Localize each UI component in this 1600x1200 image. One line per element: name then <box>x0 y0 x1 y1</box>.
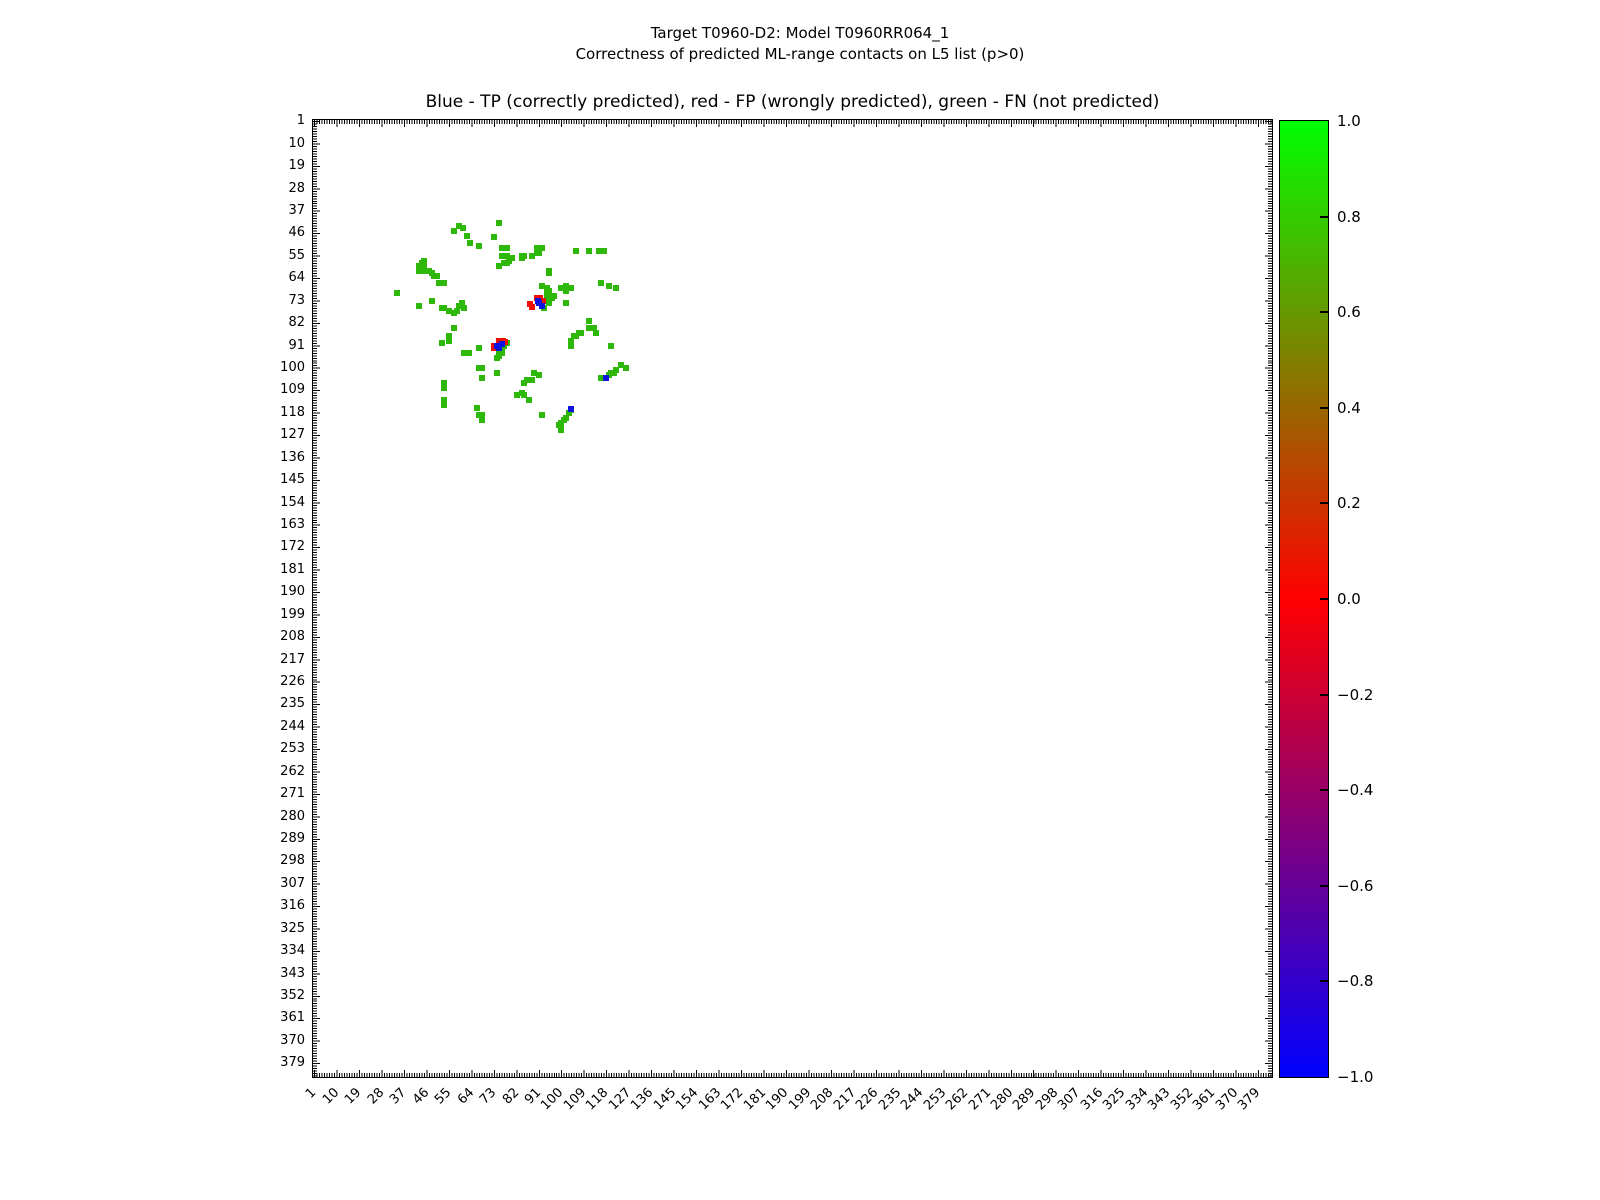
x-tick-label: 73 <box>477 1085 500 1108</box>
colorbar-tick <box>1320 885 1328 887</box>
y-tick-label: 343 <box>280 965 305 981</box>
data-point <box>446 338 452 344</box>
colorbar-tick-label: 0.2 <box>1337 494 1361 513</box>
x-tick-label: 199 <box>785 1085 815 1114</box>
data-point <box>494 370 500 376</box>
x-tick-label: 10 <box>319 1085 343 1108</box>
data-point <box>539 412 545 418</box>
colorbar-tick-label: 1.0 <box>1337 112 1361 130</box>
data-point <box>479 417 485 423</box>
figure-suptitle <box>0 23 1600 65</box>
y-tick-label: 28 <box>288 180 305 196</box>
x-tick-label: 235 <box>875 1085 904 1114</box>
x-tick-label: 37 <box>387 1085 410 1108</box>
x-tick-label: 1 <box>303 1085 320 1102</box>
data-point <box>429 298 435 304</box>
y-tick-label: 262 <box>280 763 305 779</box>
y-tick-label: 316 <box>280 898 305 914</box>
x-tick-label: 19 <box>342 1085 365 1108</box>
data-point <box>467 240 473 246</box>
y-tick-label: 361 <box>280 1010 305 1026</box>
x-tick-label: 136 <box>628 1085 657 1114</box>
y-tick-label: 235 <box>280 696 305 712</box>
y-tick-label: 334 <box>280 943 305 959</box>
y-tick-label: 325 <box>280 920 305 936</box>
colorbar-tick-label: −0.8 <box>1337 972 1374 991</box>
data-point <box>546 270 552 276</box>
data-point <box>521 380 527 386</box>
x-tick-label: 262 <box>943 1085 972 1114</box>
data-point <box>479 365 485 371</box>
x-tick-label: 82 <box>499 1085 522 1108</box>
suptitle-line-1: Target T0960-D2: Model T0960RR064_1 <box>650 24 950 42</box>
colorbar-tick <box>1320 311 1328 313</box>
x-tick-label: 217 <box>830 1085 859 1114</box>
x-axis-minor-ticks-bottom <box>313 1070 1272 1077</box>
x-tick-label: 334 <box>1123 1085 1152 1114</box>
data-point <box>504 245 510 251</box>
data-point <box>598 280 604 286</box>
x-tick-label: 118 <box>583 1085 612 1114</box>
y-tick-label: 379 <box>280 1055 305 1071</box>
data-point <box>491 234 497 240</box>
data-point <box>568 343 574 349</box>
x-tick-label: 163 <box>695 1085 725 1114</box>
axes-title: Blue - TP (correctly predicted), red - FP (wrongly predicted), green - FN (not predicted) <box>425 92 1160 112</box>
data-point <box>539 245 545 251</box>
y-tick-label: 127 <box>280 427 305 443</box>
y-tick-label: 190 <box>280 584 305 600</box>
colorbar-tick <box>1320 694 1328 696</box>
data-point <box>460 225 466 231</box>
data-point <box>479 375 485 381</box>
y-tick-label: 55 <box>288 247 305 263</box>
plot-area <box>312 119 1273 1078</box>
colorbar-tick <box>1320 216 1328 218</box>
data-point <box>529 304 535 310</box>
x-tick-label: 55 <box>432 1085 455 1108</box>
y-axis-minor-ticks-right <box>1265 120 1272 1077</box>
y-tick-label: 37 <box>288 202 305 218</box>
data-point <box>466 350 472 356</box>
x-tick-label: 316 <box>1078 1085 1107 1114</box>
y-tick-label: 10 <box>288 135 305 151</box>
data-point <box>451 325 457 331</box>
data-point <box>568 406 574 412</box>
colorbar-tick-label: −0.2 <box>1337 685 1374 704</box>
x-tick-label: 226 <box>853 1085 882 1114</box>
y-tick-label: 352 <box>280 988 305 1003</box>
colorbar-tick <box>1320 407 1328 409</box>
x-tick-label: 172 <box>718 1085 747 1114</box>
x-tick-label: 46 <box>409 1085 432 1108</box>
data-point <box>558 427 564 433</box>
colorbar-tick-label: 0.4 <box>1337 398 1361 417</box>
data-point <box>586 318 592 324</box>
y-tick-label: 100 <box>280 359 305 375</box>
data-point <box>496 220 502 226</box>
y-tick-label: 271 <box>280 786 305 802</box>
x-tick-label: 145 <box>650 1085 680 1114</box>
x-tick-label: 271 <box>965 1085 994 1114</box>
x-tick-label: 253 <box>920 1085 949 1114</box>
x-tick-label: 64 <box>454 1085 477 1108</box>
x-tick-label: 244 <box>898 1085 927 1114</box>
y-tick-label: 73 <box>288 292 305 308</box>
colorbar-tick <box>1320 598 1328 600</box>
x-tick-label: 208 <box>808 1085 837 1114</box>
colorbar-tick-label: −0.6 <box>1337 876 1374 895</box>
y-tick-label: 136 <box>280 449 305 465</box>
y-tick-label: 226 <box>280 673 305 689</box>
x-tick-label: 289 <box>1010 1085 1039 1114</box>
data-point <box>603 375 609 381</box>
y-tick-label: 199 <box>280 606 305 622</box>
data-point <box>601 248 607 254</box>
x-tick-label: 352 <box>1167 1085 1197 1114</box>
data-point <box>434 273 440 279</box>
y-tick-label: 163 <box>280 516 305 532</box>
x-tick-label: 181 <box>740 1085 770 1114</box>
data-point <box>439 340 445 346</box>
x-tick-label: 343 <box>1145 1085 1174 1114</box>
y-tick-label: 154 <box>280 494 305 510</box>
x-tick-label: 109 <box>561 1085 590 1114</box>
x-tick-label: 100 <box>538 1085 567 1114</box>
data-point <box>441 280 447 286</box>
data-point <box>606 283 612 289</box>
colorbar-tick-label: 0.8 <box>1337 207 1361 226</box>
y-tick-label: 82 <box>288 315 305 331</box>
y-tick-label: 1 <box>296 113 305 129</box>
data-point <box>526 397 532 403</box>
x-tick-label: 127 <box>606 1085 635 1114</box>
data-point <box>519 390 525 396</box>
data-point <box>623 365 629 371</box>
data-point <box>586 248 592 254</box>
colorbar-tick-label: −1.0 <box>1337 1068 1374 1086</box>
x-axis-minor-ticks-top <box>313 120 1272 127</box>
y-tick-label: 19 <box>288 158 305 174</box>
colorbar-tick <box>1320 502 1328 504</box>
y-tick-label: 91 <box>288 337 305 353</box>
y-tick-label: 370 <box>280 1032 305 1048</box>
data-point <box>441 385 447 391</box>
data-point <box>563 300 569 306</box>
y-tick-label: 145 <box>280 472 305 488</box>
data-point <box>496 263 502 269</box>
data-point <box>474 405 480 411</box>
data-point <box>441 402 447 408</box>
colorbar-tick-label: 0.0 <box>1337 590 1361 608</box>
y-tick-label: 109 <box>280 382 305 398</box>
data-point <box>464 233 470 239</box>
y-tick-label: 172 <box>280 539 305 555</box>
data-point <box>494 355 500 361</box>
y-tick-label: 280 <box>280 808 305 824</box>
data-point <box>416 303 422 309</box>
x-tick-label: 190 <box>763 1085 792 1114</box>
y-tick-label: 253 <box>280 741 305 757</box>
y-tick-label: 118 <box>280 404 305 420</box>
x-tick-label: 361 <box>1190 1085 1219 1114</box>
y-axis-minor-ticks-left <box>313 120 320 1077</box>
y-tick-label: 289 <box>280 830 305 846</box>
data-point <box>394 290 400 296</box>
x-tick-label: 154 <box>673 1085 702 1114</box>
colorbar-tick <box>1320 980 1328 982</box>
x-tick-label: 370 <box>1212 1085 1242 1114</box>
x-tick-label: 307 <box>1055 1085 1084 1114</box>
x-tick-label: 280 <box>988 1085 1017 1114</box>
x-tick-label: 325 <box>1100 1085 1129 1114</box>
data-point <box>461 305 467 311</box>
y-tick-label: 181 <box>280 561 305 577</box>
data-point <box>521 253 527 259</box>
data-point <box>578 330 584 336</box>
x-tick-label: 91 <box>521 1085 545 1108</box>
y-tick-label: 208 <box>280 629 305 645</box>
data-point <box>499 341 505 347</box>
y-tick-label: 217 <box>280 651 305 667</box>
data-point <box>529 377 535 383</box>
data-point <box>535 298 541 304</box>
x-tick-label: 379 <box>1235 1085 1264 1114</box>
x-tick-label: 28 <box>364 1085 387 1108</box>
data-point <box>593 330 599 336</box>
colorbar-tick-label: 0.6 <box>1337 303 1361 322</box>
data-point <box>531 370 537 376</box>
colorbar-tick-label: −0.4 <box>1337 781 1374 800</box>
y-tick-label: 64 <box>288 270 305 286</box>
data-point <box>476 345 482 351</box>
y-tick-label: 307 <box>280 875 305 891</box>
data-point <box>573 248 579 254</box>
y-tick-label: 46 <box>288 225 305 241</box>
x-tick-label: 298 <box>1033 1085 1062 1114</box>
data-point <box>476 243 482 249</box>
data-point <box>613 285 619 291</box>
y-tick-label: 298 <box>280 853 305 869</box>
data-point <box>608 343 614 349</box>
colorbar-tick <box>1320 789 1328 791</box>
suptitle-line-2: Correctness of predicted ML-range contacts on L5 list (p>0) <box>575 45 1025 63</box>
data-point <box>568 285 574 291</box>
y-tick-label: 244 <box>280 718 305 734</box>
